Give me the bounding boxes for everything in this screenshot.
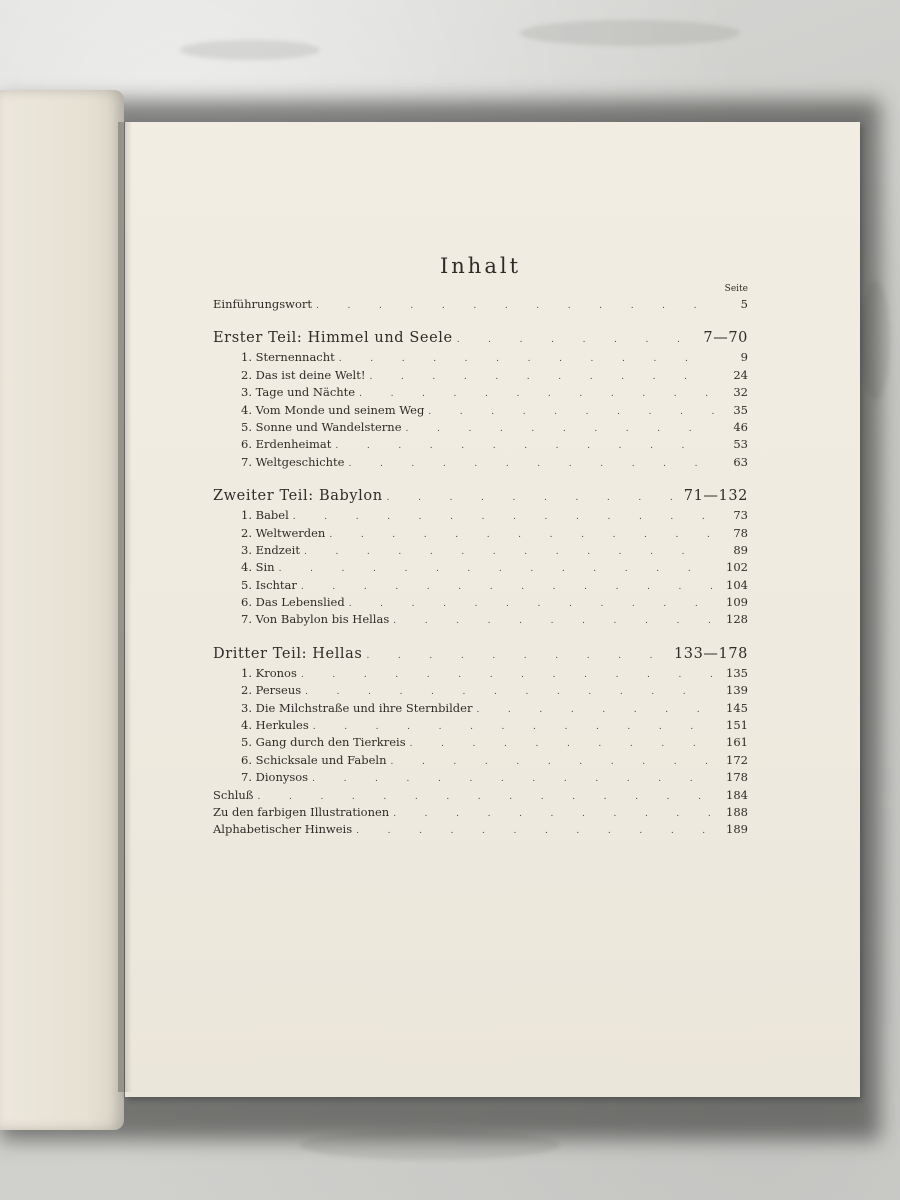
toc-entry-label: 3. Endzeit [241,542,300,557]
dot-leader [476,702,714,719]
dot-leader [316,298,714,315]
toc-chapter-row [213,682,748,699]
toc-chapter-row [213,542,748,559]
toc-page-number: 128 [726,612,748,627]
dot-leader [329,527,714,544]
left-page [0,90,124,1130]
toc-chapter-row [213,700,748,717]
dot-leader [279,561,714,578]
toc-entries [213,296,748,839]
page-column-header: Seite [724,284,748,294]
dot-leader [301,579,714,596]
toc-chapter-row [213,436,748,453]
dot-leader [348,456,714,473]
toc-entry-label: 2. Perseus [241,683,302,698]
toc-entry-label: 4. Vom Monde und seinem Weg [241,402,425,417]
toc-page-number: 135 [726,665,748,680]
toc-chapter-row [213,525,748,542]
marble-vein [180,40,320,60]
toc-page-number: 89 [733,542,748,557]
toc-page-number: 188 [726,804,748,819]
toc-chapter-row [213,419,748,436]
toc-chapter-row [213,367,748,384]
dot-leader [366,645,669,667]
toc-entry-label: 7. Weltgeschichte [241,454,345,469]
toc-part-row [213,327,748,349]
toc-entry-row [213,821,748,838]
toc-entry-label: 5. Ischtar [241,577,297,592]
toc-chapter-row [213,611,748,628]
toc-page-number: 145 [726,700,748,715]
toc-chapter-row [213,577,748,594]
toc-entry-label: 7. Dionysos [241,770,309,785]
toc-entry-label: Erster Teil: Himmel und Seele [213,330,453,347]
toc-entry-label: 6. Das Lebenslied [241,595,345,610]
toc-page-number: 24 [733,367,748,382]
toc-entry-label: Zweiter Teil: Babylon [213,488,383,505]
dot-leader [410,736,714,753]
marble-vein [520,20,740,46]
toc-part-row [213,485,748,507]
toc-page-number: 151 [726,718,748,733]
toc-entry-label: 2. Das ist deine Welt! [241,367,366,382]
toc-page-number: 71—132 [683,488,748,505]
toc-entry-label: 1. Kronos [241,665,297,680]
toc-entry-label: 4. Herkules [241,718,309,733]
dot-leader [335,438,714,455]
toc-entry-label: 6. Erdenheimat [241,437,332,452]
toc-entry-label: Dritter Teil: Hellas [213,645,363,662]
dot-leader [339,351,714,368]
toc-page-number: 172 [726,752,748,767]
toc-chapter-row [213,717,748,734]
toc-entry-label: Zu den farbigen Illustrationen [213,804,390,819]
contents-page [125,122,860,1097]
dot-leader [393,613,714,630]
toc-page-number: 5 [740,297,748,311]
toc-entry-label: 3. Die Milchstraße und ihre Sternbilder [241,700,473,715]
toc-chapter-row [213,402,748,419]
toc-page-number: 46 [733,419,748,434]
dot-leader [293,509,714,526]
toc-page-number: 184 [726,787,748,802]
toc-entry-label: 1. Babel [241,508,289,523]
toc-page-number: 78 [733,525,748,540]
toc-entry-label: 1. Sternennacht [241,350,335,365]
dot-leader [428,404,714,421]
toc-entry-row [213,787,748,804]
dot-leader [390,754,714,771]
toc-chapter-row [213,384,748,401]
toc-page-number: 104 [726,577,748,592]
toc-entry-label: 4. Sin [241,560,275,575]
toc-page-number: 35 [733,402,748,417]
toc-chapter-row [213,734,748,751]
toc-page-number: 178 [726,770,748,785]
dot-leader [349,596,714,613]
toc-chapter-row [213,665,748,682]
toc-entry-row [213,296,748,313]
spine-shadow [118,122,132,1092]
dot-leader [369,369,714,386]
toc-entry-label: 5. Sonne und Wandelsterne [241,419,402,434]
page-title: Inhalt [439,254,522,278]
dot-leader [304,544,714,561]
toc-entry-label: 3. Tage und Nächte [241,385,356,400]
toc-entry-label: 7. Von Babylon bis Hellas [241,612,390,627]
dot-leader [312,771,714,788]
toc-entry-label: 2. Weltwerden [241,525,326,540]
toc-entry-row [213,804,748,821]
toc-part-row [213,643,748,665]
dot-leader [356,823,714,840]
toc-page-number: 73 [733,508,748,523]
toc-page-number: 7—70 [703,330,748,347]
toc-page-number: 161 [726,735,748,750]
toc-chapter-row [213,752,748,769]
toc-chapter-row [213,559,748,576]
toc-page-number: 139 [726,683,748,698]
toc-entry-label: 6. Schicksale und Fabeln [241,752,387,767]
toc-page-number: 102 [726,560,748,575]
dot-leader [387,487,680,509]
toc-page-number: 189 [726,822,748,837]
toc-chapter-row [213,507,748,524]
toc-chapter-row [213,769,748,786]
toc-entry-label: 5. Gang durch den Tierkreis [241,735,406,750]
toc-entry-label: Alphabetischer Hinweis [213,822,353,837]
toc-page-number: 9 [740,350,748,365]
toc-page-number: 133—178 [673,645,748,662]
dot-leader [457,329,700,351]
toc-chapter-row [213,349,748,366]
table-of-contents [213,252,748,839]
dot-leader [393,806,714,823]
toc-entry-label: Einführungswort [213,297,313,311]
toc-chapter-row [213,594,748,611]
toc-page-number: 53 [733,437,748,452]
toc-entry-label: Schluß [213,787,254,802]
toc-chapter-row [213,454,748,471]
dot-leader [406,421,714,438]
dot-leader [301,667,714,684]
toc-page-number: 109 [726,595,748,610]
toc-page-number: 32 [733,385,748,400]
toc-page-number: 63 [733,454,748,469]
